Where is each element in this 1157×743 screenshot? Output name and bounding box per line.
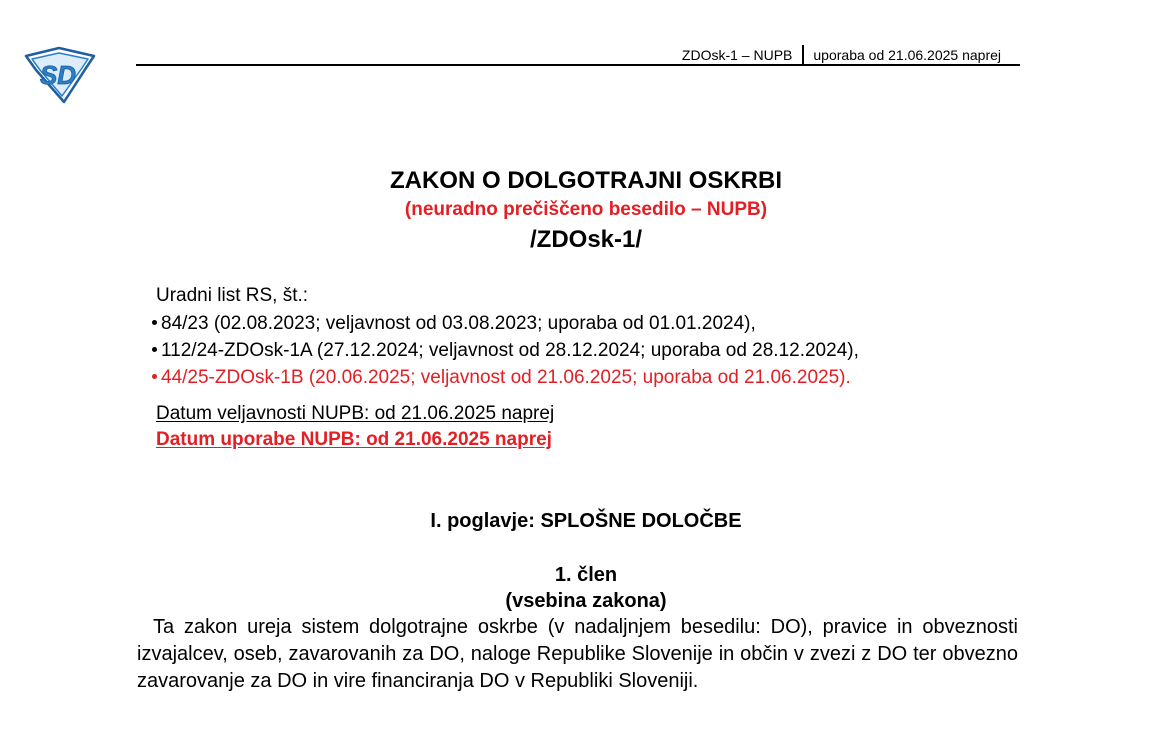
reference-text: 44/25-ZDOsk-1B (20.06.2025; veljavnost od 21.06.2025; uporaba od 21.06.2025). [161,367,851,388]
article-title: (vsebina zakona) [505,590,667,612]
chapter-title: SPLOŠNE DOLOČBE [540,510,742,532]
usage-date: Datum uporabe NUPB: od 21.06.2025 naprej [156,429,552,450]
document-abbreviation: /ZDOsk-1/ [529,226,643,253]
reference-text: 84/23 (02.08.2023; veljavnost od 03.08.2023; uporaba od 01.01.2024), [161,313,756,334]
article-number: 1. člen [554,564,618,586]
bullet-icon [152,320,157,325]
running-header [682,45,1001,65]
article-paragraph: Ta zakon ureja sistem dolgotrajne oskrbe (v nadaljnjem besedilu: DO), pravice in obveznosti izvajalcev, oseb, zavarovanih za DO, naloge Republike Slovenije in občin v zvezi z DO ter obvezno zavarovanje za DO in vire financiranja DO v Republiki Sloveniji. [137,616,1018,692]
header-code: ZDOsk-1 – NUPB [681,47,793,63]
references-heading: Uradni list RS, št.: [156,285,309,306]
document-subtitle: (neuradno prečiščeno besedilo – NUPB) [404,199,768,220]
reference-item-current [152,364,859,391]
reference-text: 112/24-ZDOsk-1A (27.12.2024; veljavnost od 28.12.2024; uporaba od 28.12.2024), [161,340,859,361]
references-list [152,310,859,391]
validity-date: Datum veljavnosti NUPB: od 21.06.2025 naprej [156,403,555,424]
reference-item [152,310,859,337]
sd-shield-logo-icon [22,46,96,104]
document-title: ZAKON O DOLGOTRAJNI OSKRBI [389,167,782,194]
chapter-heading [136,508,1036,534]
chapter-prefix: I. poglavje: [430,510,535,532]
bullet-icon [152,374,157,379]
header-rule [136,64,1020,66]
bullet-icon [152,347,157,352]
sd-logo [22,46,96,104]
header-usage: uporaba od 21.06.2025 naprej [813,47,1001,63]
header-separator [802,45,804,65]
logo-text: SD [39,60,77,90]
reference-item [152,337,859,364]
